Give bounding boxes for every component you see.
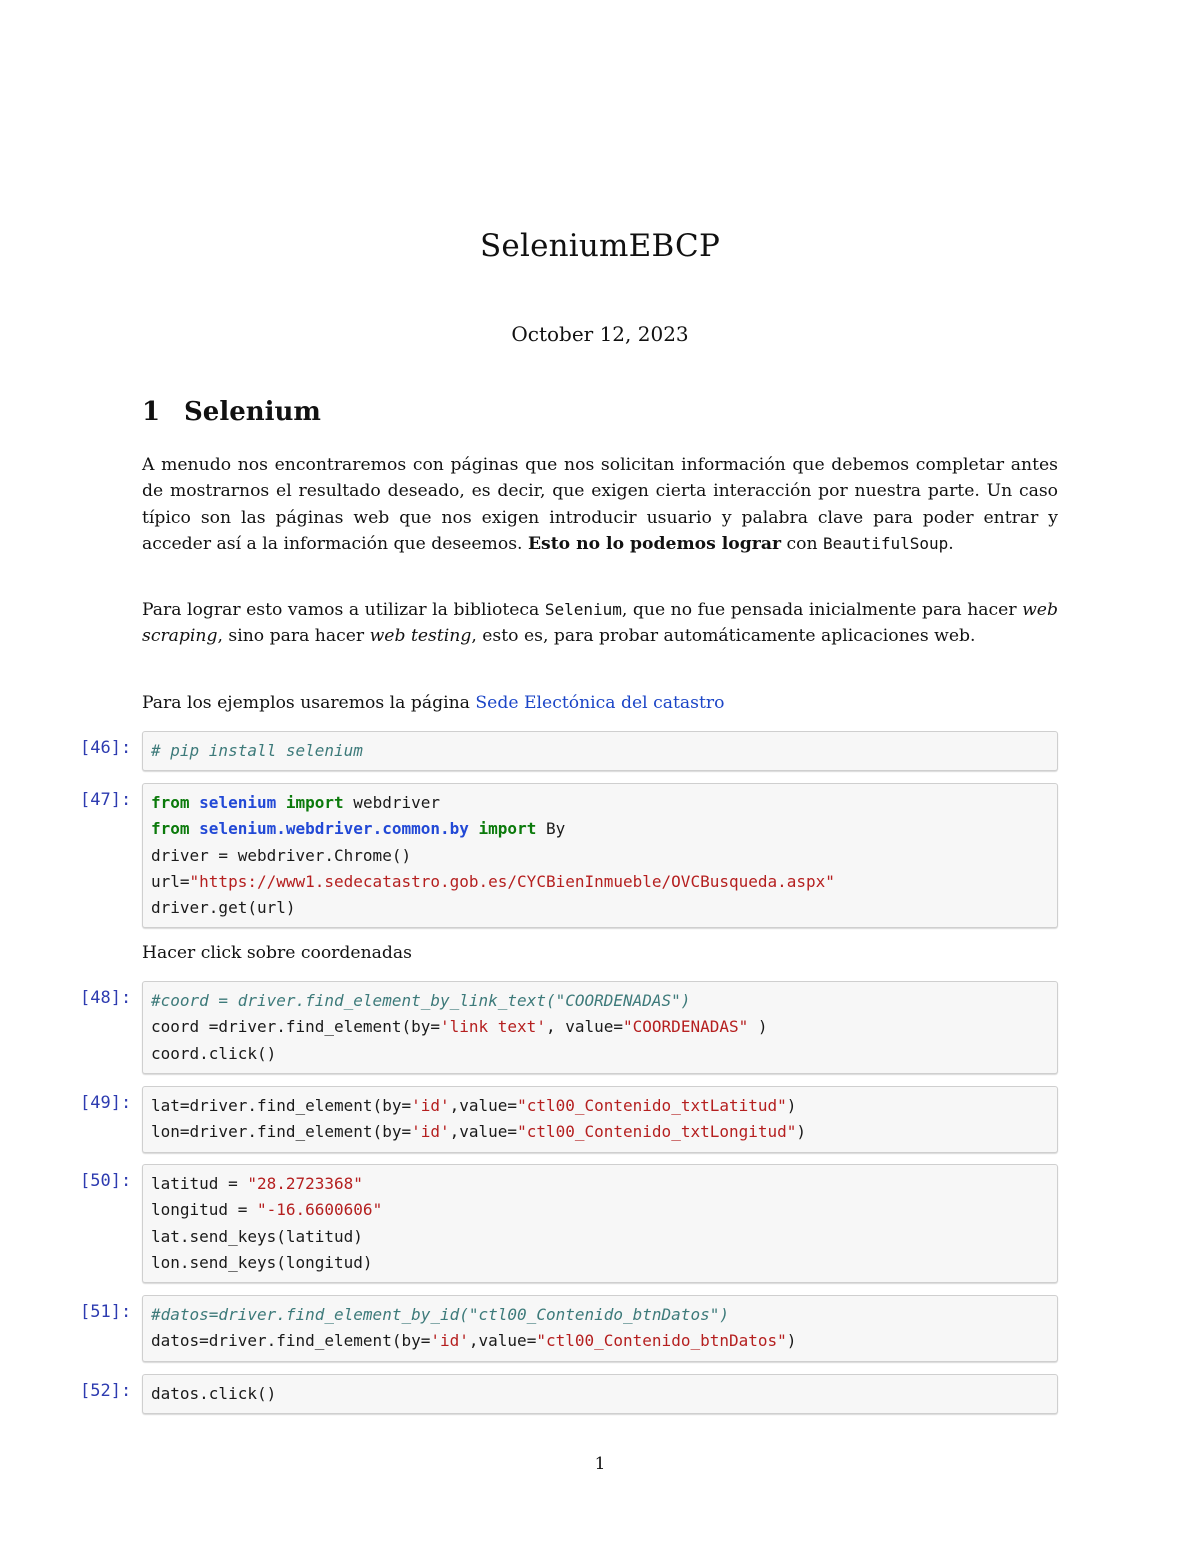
beautifulsoup-code: BeautifulSoup	[823, 534, 949, 554]
cell-prompt: [50]:	[80, 1171, 132, 1191]
selenium-paragraph: Para lograr esto vamos a utilizar la biblioteca Selenium, que no fue pensada inicialmente para hacer web scraping, sino para hacer web testing, esto es, para probar automáticamente aplicaciones web.	[142, 600, 1058, 647]
cell-prompt: [52]:	[80, 1381, 132, 1401]
code-input[interactable]: datos.click()	[142, 1374, 1058, 1414]
examples-paragraph: Para los ejemplos usaremos la página Sede Electónica del catastro	[142, 693, 725, 713]
catastro-link[interactable]: Sede Electónica del catastro	[475, 693, 725, 713]
selenium-code: Selenium	[544, 600, 622, 619]
cell-prompt: [49]:	[80, 1093, 132, 1113]
cell-prompt: [47]:	[80, 790, 132, 810]
section-number: 1	[142, 397, 161, 427]
web-testing-term: web testing	[369, 626, 472, 647]
code-input[interactable]: latitud = "28.2723368" longitud = "-16.6600606" lat.send_keys(latitud) lon.send_keys(longitud)	[142, 1164, 1058, 1283]
code-input[interactable]: lat=driver.find_element(by='id',value="ctl00_Contenido_txtLatitud") lon=driver.find_element(by='id',value="ctl00_Contenido_txtLongitud")	[142, 1086, 1058, 1153]
intro-paragraph: A menudo nos encontraremos con páginas que nos solicitan información que debemos completar antes de mostrarnos el resultado deseado, es decir, que exigen cierta interacción por nuestra parte. Un caso típico son las páginas web que nos exigen introducir usuario y palabra clave para poder entrar y acceder así a la información que deseemos. Esto no lo podemos lograr con BeautifulSoup.	[142, 455, 1058, 555]
intro-text: A menudo nos encontraremos con páginas que nos solicitan información que debemos completar antes de mostrarnos el resultado deseado, es decir, que exigen cierta interacción por nuestra parte. Un caso típico son las páginas web que nos exigen introducir usuario y palabra clave para poder entrar y acceder así a la información que deseemos.	[142, 455, 1058, 555]
code-input[interactable]: from selenium import webdriver from selenium.webdriver.common.by import By driver = webdriver.Chrome() url="https://www1.sedecatastro.gob.es/CYCBienInmueble/OVCBusqueda.aspx" driver.get(url)	[142, 783, 1058, 928]
code-input[interactable]: #coord = driver.find_element_by_link_text("COORDENADAS") coord =driver.find_element(by='link text', value="COORDENADAS" ) coord.click()	[142, 981, 1058, 1074]
web-scraping-term: web scraping	[142, 600, 1058, 647]
document-date: October 12, 2023	[511, 322, 689, 346]
cell-prompt: [48]:	[80, 988, 132, 1008]
intro-text-2: con	[781, 534, 824, 555]
code-input[interactable]: # pip install selenium	[142, 731, 1058, 771]
click-coords-text: Hacer click sobre coordenadas	[142, 943, 412, 963]
cell-prompt: [51]:	[80, 1302, 132, 1322]
cell-prompt: [46]:	[80, 738, 132, 758]
section-heading	[142, 397, 321, 427]
code-input[interactable]: #datos=driver.find_element_by_id("ctl00_Contenido_btnDatos") datos=driver.find_element(by='id',value="ctl00_Contenido_btnDatos")	[142, 1295, 1058, 1362]
page-number: 1	[594, 1454, 606, 1474]
intro-bold-text: Esto no lo podemos lograr	[527, 534, 782, 555]
document-title: SeleniumEBCP	[479, 228, 721, 264]
section-title: Selenium	[184, 397, 321, 427]
